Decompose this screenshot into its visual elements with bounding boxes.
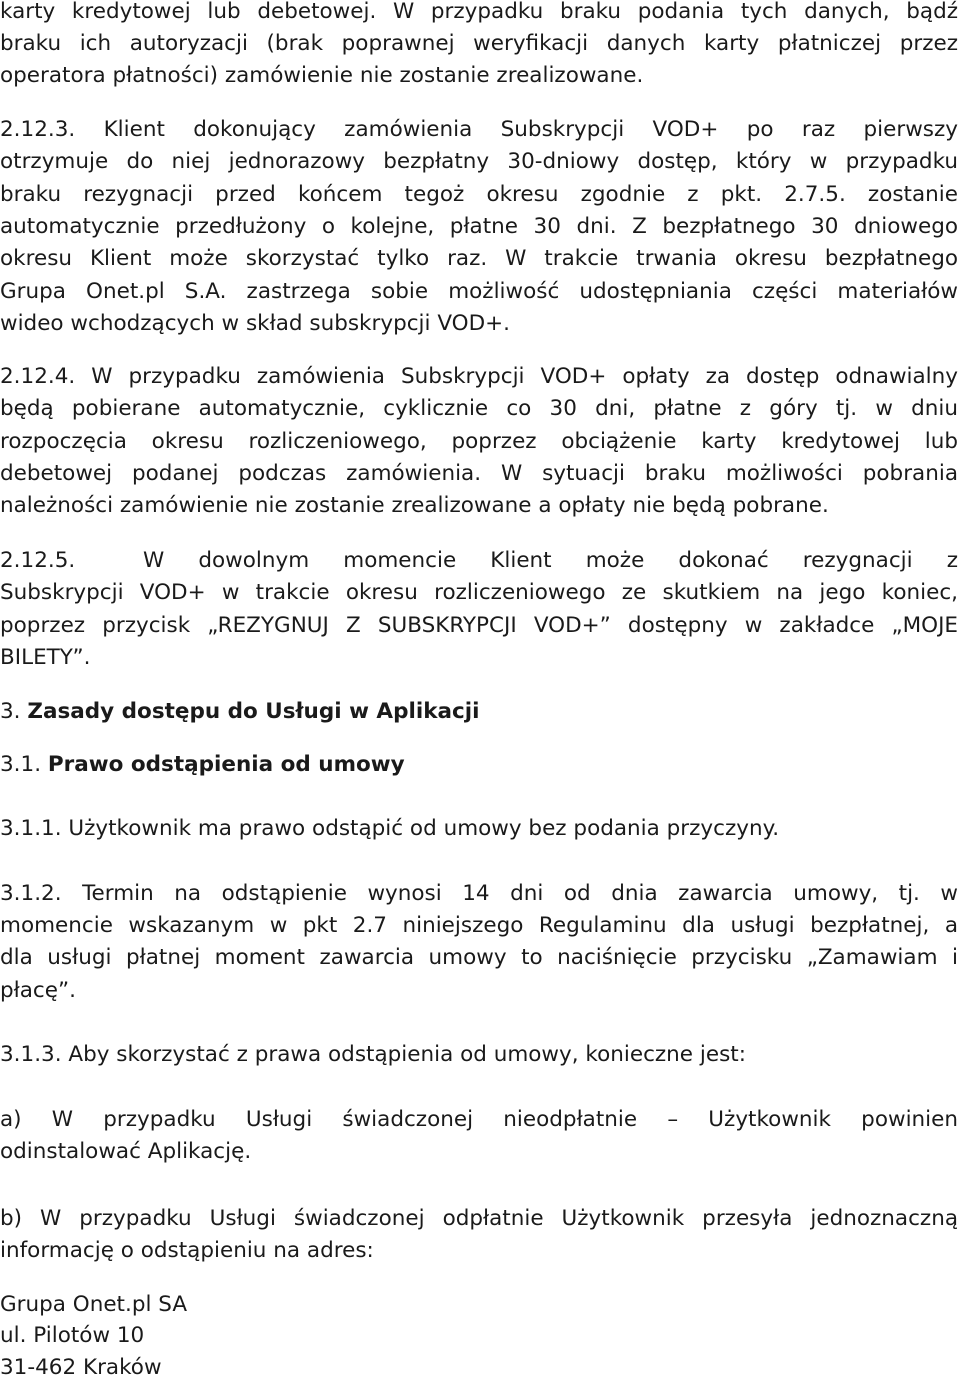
text-line: b) W przypadku Usługi świadczonej odpłatnie Użytkownik przesyła jednoznaczną <box>0 1206 958 1231</box>
text-line: 3.1.2. Termin na odstąpienie wynosi 14 dni od dnia zawarcia umowy, tj. w <box>0 881 958 906</box>
text-line: automatycznie przedłużony o kolejne, płatne 30 dni. Z bezpłatnego 30 dniowego <box>0 214 958 239</box>
address-line: 31-462 Kraków <box>0 1355 162 1380</box>
text-line: dla usługi płatnej moment zawarcia umowy to naciśnięcie przycisku „Zamawiam i <box>0 945 958 970</box>
text-line: odinstalować Aplikację. <box>0 1139 252 1164</box>
text-line: okresu Klient może skorzystać tylko raz. W trakcie trwania okresu bezpłatnego <box>0 246 958 271</box>
text-line: Subskrypcji VOD+ w trakcie okresu rozliczeniowego ze skutkiem na jego koniec, <box>0 580 958 605</box>
paragraph-number: 2.12.5. <box>0 548 76 573</box>
section-heading-3-1 <box>0 749 405 781</box>
text-line: poprzez przycisk „REZYGNUJ Z SUBSKRYPCJI VOD+” dostępny w zakładce „MOJE <box>0 613 958 638</box>
text-line: należności zamówienie nie zostanie zrealizowane a opłaty nie będą pobrane. <box>0 493 829 518</box>
text-line: momencie wskazanym w pkt 2.7 niniejszego Regulaminu dla usługi bezpłatnej, a <box>0 913 958 938</box>
text-line: braku ich autoryzacji (brak poprawnej weryfikacji danych karty płatniczej przez <box>0 31 958 56</box>
text-line: a) W przypadku Usługi świadczonej nieodpłatnie – Użytkownik powinien <box>0 1107 958 1132</box>
text-line: otrzymuje do niej jednorazowy bezpłatny 30-dniowy dostęp, który w przypadku <box>0 149 958 174</box>
text-line: operatora płatności) zamówienie nie zostanie zrealizowane. <box>0 63 644 88</box>
address-line: Grupa Onet.pl SA <box>0 1292 188 1317</box>
address-line: ul. Pilotów 10 <box>0 1323 145 1348</box>
text-line: debetowej podanej podczas zamówienia. W sytuacji braku możliwości pobrania <box>0 461 958 486</box>
section-title: Zasady dostępu do Usługi w Aplikacji <box>27 699 480 724</box>
text-line: braku rezygnacji przed końcem tegoż okresu zgodnie z pkt. 2.7.5. zostanie <box>0 182 958 207</box>
text-line: będą pobierane automatycznie, cyklicznie co 30 dni, płatne z góry tj. w dniu <box>0 396 958 421</box>
paragraph-3-1-3: 3.1.3. Aby skorzystać z prawa odstąpienia od umowy, konieczne jest: <box>0 1042 746 1067</box>
text-line: 2.12.3. Klient dokonujący zamówienia Subskrypcji VOD+ po raz pierwszy <box>0 117 958 142</box>
text-line: rozpoczęcia okresu rozliczeniowego, poprzez obciążenie karty kredytowej lub <box>0 429 958 454</box>
section-number: 3.1. <box>0 752 42 777</box>
text-line: karty kredytowej lub debetowej. W przypadku braku podania tych danych, bądź <box>0 0 958 24</box>
paragraph-3-1-1: 3.1.1. Użytkownik ma prawo odstąpić od umowy bez podania przyczyny. <box>0 816 780 841</box>
section-title: Prawo odstąpienia od umowy <box>47 752 405 777</box>
text-line: informację o odstąpieniu na adres: <box>0 1238 374 1263</box>
text-line: Grupa Onet.pl S.A. zastrzega sobie możliwość udostępniania części materiałów <box>0 279 958 304</box>
text-line: BILETY”. <box>0 645 91 670</box>
text-line: płacę”. <box>0 978 76 1003</box>
text-line: wideo wchodzących w skład subskrypcji VOD+. <box>0 311 510 336</box>
section-number: 3. <box>0 699 21 724</box>
text-line: W dowolnym momencie Klient może dokonać rezygnacji z <box>143 548 958 573</box>
text-line: 2.12.4. W przypadku zamówienia Subskrypcji VOD+ opłaty za dostęp odnawialny <box>0 364 958 389</box>
section-heading-3 <box>0 696 480 728</box>
